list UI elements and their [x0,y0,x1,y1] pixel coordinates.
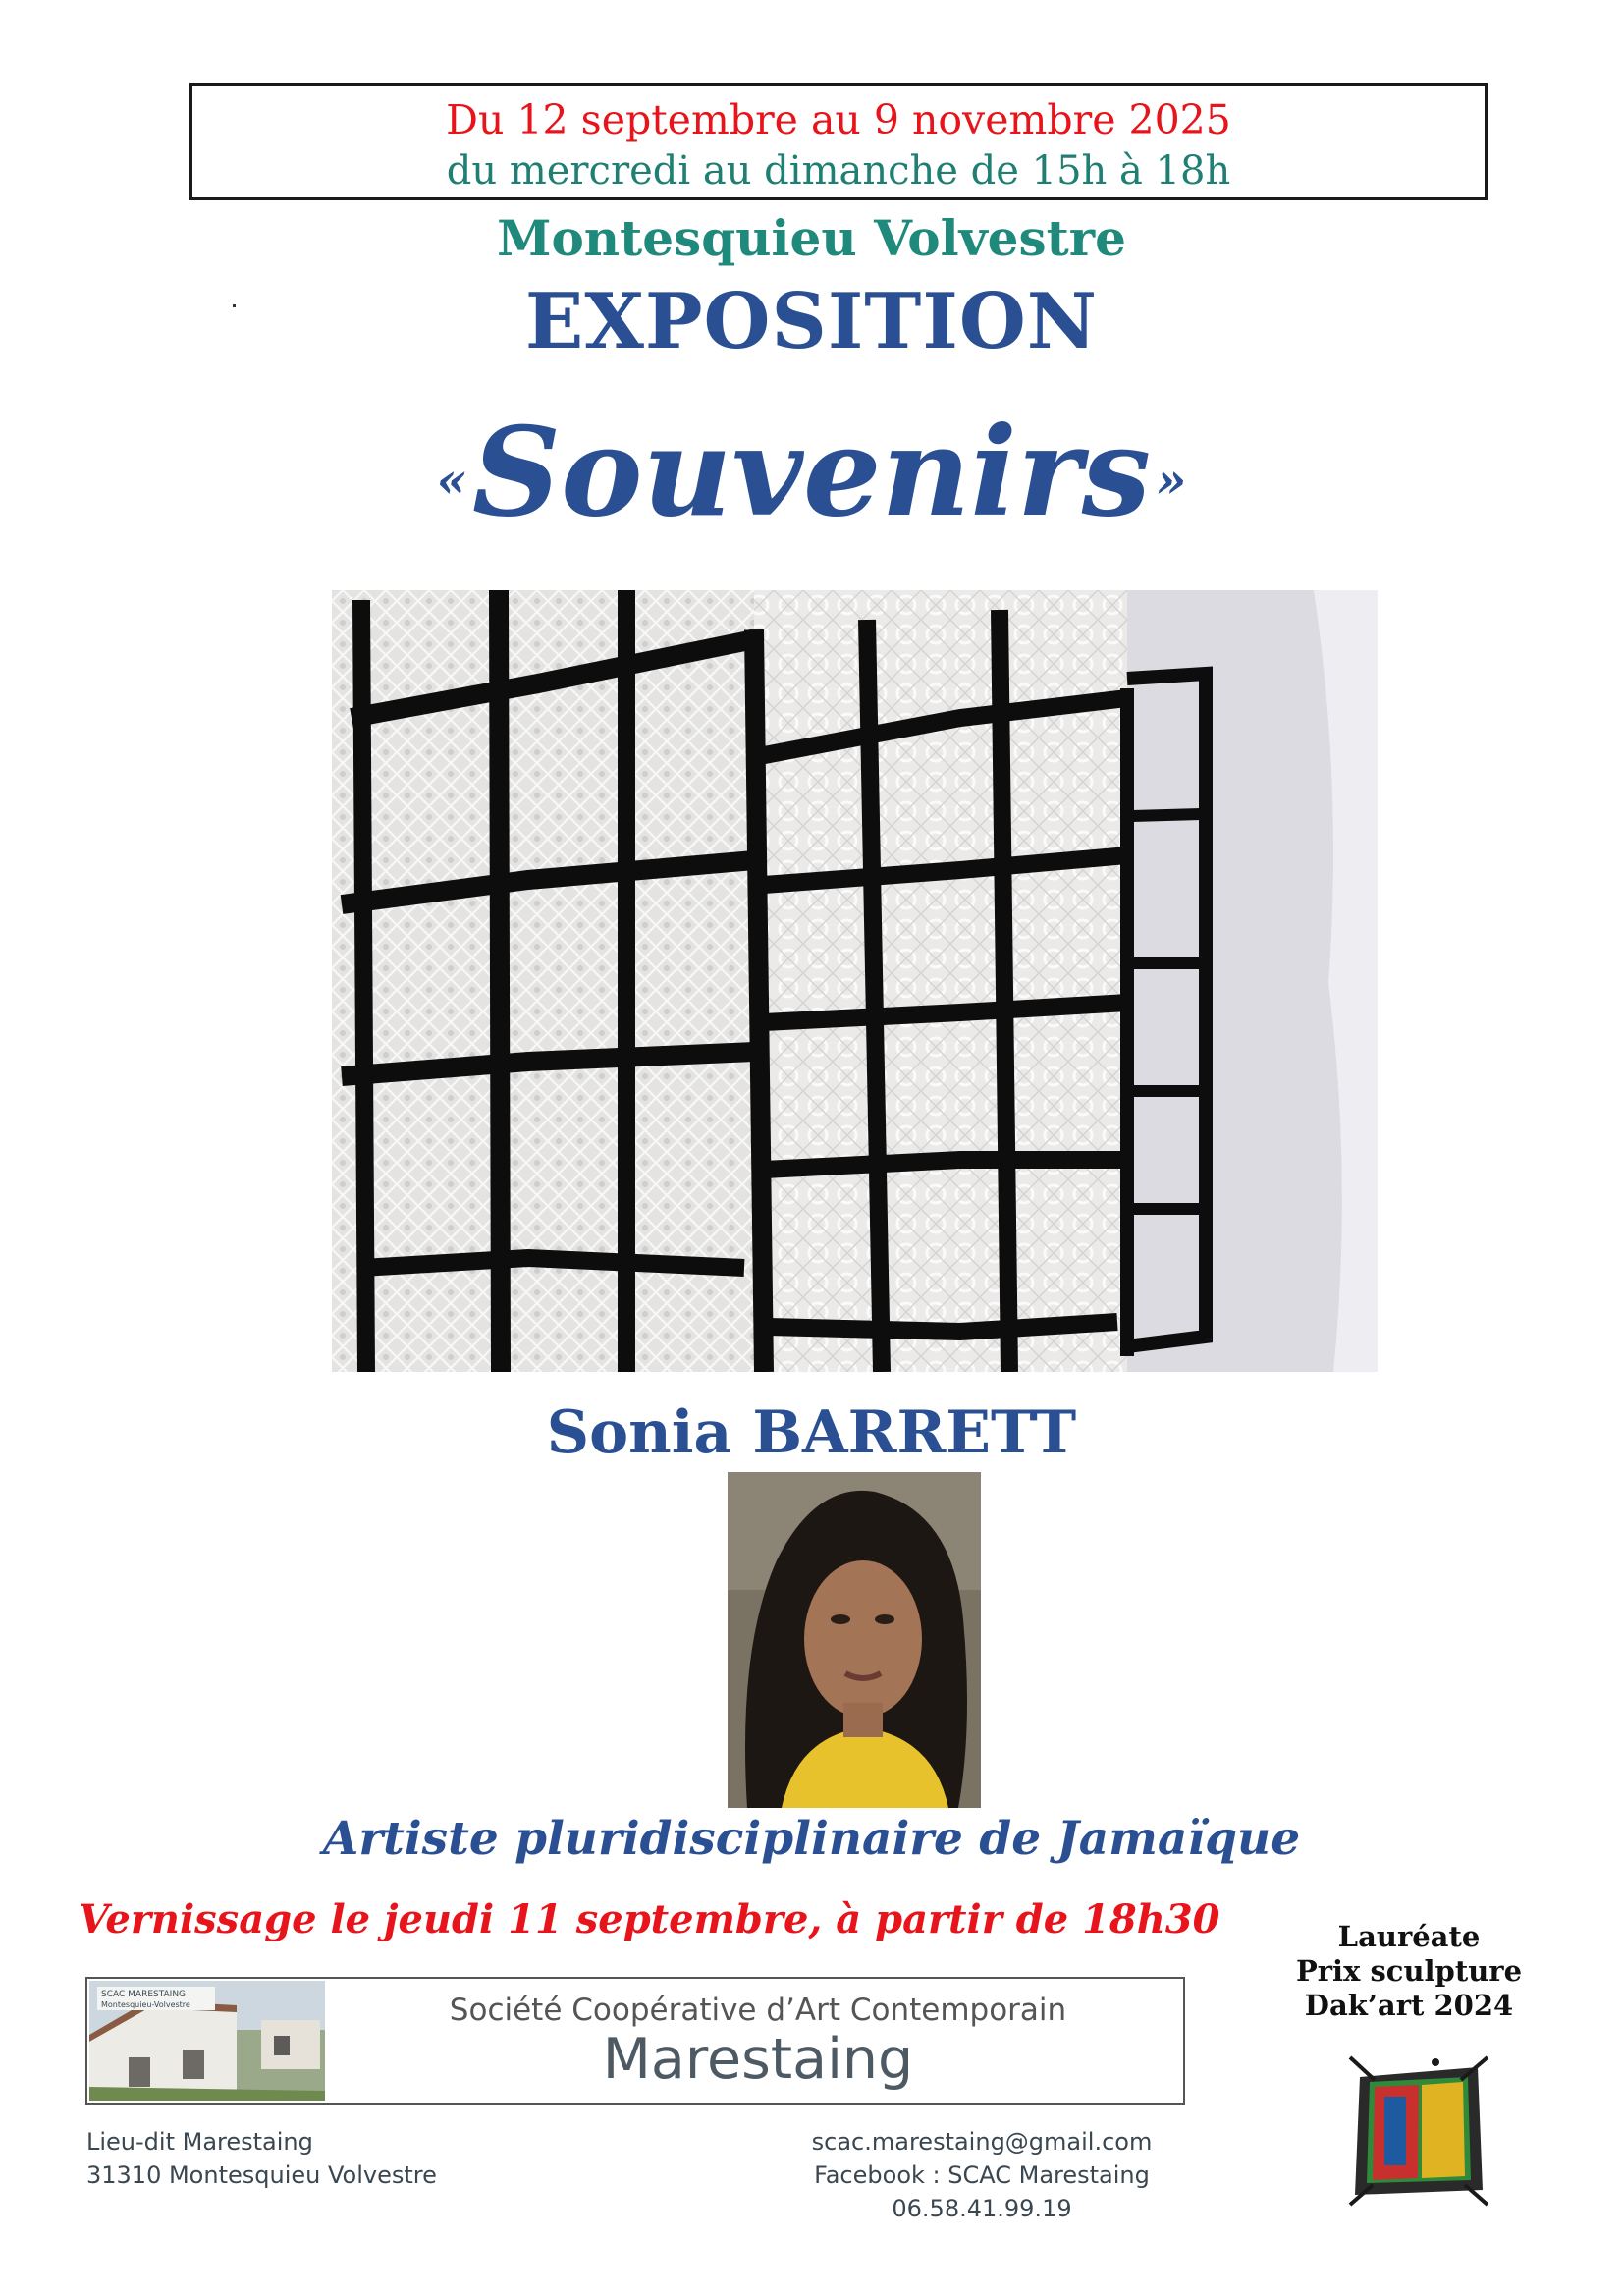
award-line-2: Prix sculpture [1295,1954,1523,1988]
quote-open: « [436,451,467,509]
organizer-subtitle: Société Coopérative d’Art Contemporain [449,1993,1067,2028]
exhibition-title [0,401,1623,544]
artist-portrait [728,1472,981,1808]
artwork-image [332,590,1378,1372]
venue-photo [89,1981,325,2101]
exhibition-dates: Du 12 septembre au 9 novembre 2025 [446,96,1231,143]
date-box [189,83,1488,200]
svg-text:Montesquieu-Volvestre: Montesquieu-Volvestre [101,2000,190,2009]
opening-hours: du mercredi au dimanche de 15h à 18h [446,148,1231,193]
organizer-banner [85,1977,1185,2105]
award-line-3: Dak’art 2024 [1304,1989,1514,2022]
dakart-logo [1345,2052,1492,2210]
contact-email[interactable]: scac.marestaing@gmail.com [811,2128,1153,2156]
award-line-1: Lauréate [1337,1920,1481,1953]
artist-name: Sonia BARRETT [546,1398,1077,1467]
event-type: EXPOSITION [524,277,1099,366]
contact-phone: 06.58.41.99.19 [892,2195,1072,2222]
opening-reception: Vernissage le jeudi 11 septembre, à partir de 18h30 [79,1896,1220,1942]
location-title: Montesquieu Volvestre [497,209,1126,267]
address-line-1: Lieu-dit Marestaing [86,2128,313,2156]
organizer-contact [805,2125,1159,2225]
address-line-2: 31310 Montesquieu Volvestre [86,2161,437,2189]
organizer-address [86,2125,437,2192]
svg-text:SCAC MARESTAING: SCAC MARESTAING [101,1990,187,1999]
contact-facebook: Facebook : SCAC Marestaing [814,2161,1150,2189]
artist-description: Artiste pluridisciplinaire de Jamaïque [322,1812,1301,1866]
award-text [1267,1920,1551,2023]
quote-close: » [1156,451,1187,509]
title-text: Souvenirs [471,401,1152,544]
organizer-name: Marestaing [602,2027,914,2092]
